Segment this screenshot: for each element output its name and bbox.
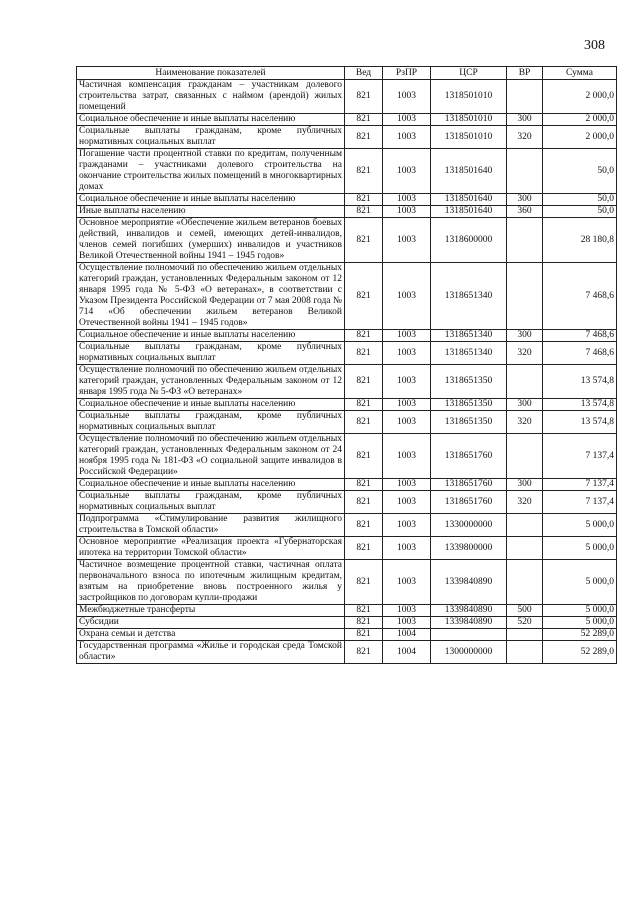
row-rzpr: 1003	[383, 514, 431, 537]
row-vr	[507, 514, 543, 537]
table-row	[77, 114, 617, 126]
row-rzpr: 1003	[383, 434, 431, 479]
row-rzpr: 1003	[383, 479, 431, 491]
row-rzpr: 1004	[383, 629, 431, 641]
row-sum: 7 137,4	[543, 491, 617, 514]
table-row	[77, 399, 617, 411]
table-row	[77, 560, 617, 605]
row-name: Социальные выплаты гражданам, кроме публичных нормативных социальных выплат	[77, 491, 345, 514]
row-ved: 821	[345, 629, 383, 641]
row-name: Основное мероприятие «Реализация проекта «Губернаторская ипотека на территории Томской области»	[77, 537, 345, 560]
table-row	[77, 617, 617, 629]
row-rzpr: 1003	[383, 194, 431, 206]
row-csr: 1339840890	[431, 605, 507, 617]
row-rzpr: 1003	[383, 263, 431, 330]
table-row	[77, 126, 617, 149]
row-csr: 1318651350	[431, 411, 507, 434]
table-row	[77, 629, 617, 641]
row-sum: 5 000,0	[543, 537, 617, 560]
row-name: Межбюджетные трансферты	[77, 605, 345, 617]
row-rzpr: 1003	[383, 560, 431, 605]
row-name: Осуществление полномочий по обеспечению жильем отдельных категорий граждан, установленных Федеральным законом от 12 января 1995 года № 5-ФЗ «О ветеранах»	[77, 365, 345, 399]
row-rzpr: 1003	[383, 330, 431, 342]
row-vr: 320	[507, 126, 543, 149]
row-sum: 5 000,0	[543, 617, 617, 629]
row-csr: 1318651350	[431, 399, 507, 411]
row-vr: 300	[507, 194, 543, 206]
row-name: Социальные выплаты гражданам, кроме публичных нормативных социальных выплат	[77, 126, 345, 149]
row-ved: 821	[345, 434, 383, 479]
table-row	[77, 491, 617, 514]
row-ved: 821	[345, 365, 383, 399]
row-name: Социальное обеспечение и иные выплаты населению	[77, 194, 345, 206]
row-csr: 1330000000	[431, 514, 507, 537]
row-csr: 1318501010	[431, 114, 507, 126]
row-sum: 7 137,4	[543, 434, 617, 479]
row-csr: 1318501640	[431, 194, 507, 206]
table-header-row	[77, 67, 617, 80]
row-sum: 13 574,8	[543, 411, 617, 434]
row-name: Погашение части процентной ставки по кредитам, полученным гражданами – участниками долевого строительства на окончание строительства жилых помещений в многоквартирных домах	[77, 149, 345, 194]
row-vr: 320	[507, 411, 543, 434]
row-sum: 2 000,0	[543, 126, 617, 149]
row-vr	[507, 149, 543, 194]
row-sum: 52 289,0	[543, 641, 617, 664]
row-ved: 821	[345, 560, 383, 605]
row-vr: 320	[507, 342, 543, 365]
row-ved: 821	[345, 411, 383, 434]
row-vr	[507, 263, 543, 330]
table-row	[77, 605, 617, 617]
table-row	[77, 330, 617, 342]
row-ved: 821	[345, 537, 383, 560]
row-vr: 300	[507, 399, 543, 411]
header-csr: ЦСР	[431, 67, 507, 80]
row-ved: 821	[345, 194, 383, 206]
row-sum: 5 000,0	[543, 560, 617, 605]
row-ved: 821	[345, 263, 383, 330]
row-vr: 300	[507, 330, 543, 342]
row-rzpr: 1003	[383, 537, 431, 560]
row-name: Основное мероприятие «Обеспечение жильем ветеранов боевых действий, инвалидов и семей, имеющих детей-инвалидов, членов семей погибших (умерших) инвалидов и участников Великой Отечественной войны 1941 – 1945 годов»	[77, 218, 345, 263]
row-sum: 7 468,6	[543, 330, 617, 342]
row-csr: 1318651760	[431, 491, 507, 514]
row-csr: 1318651760	[431, 434, 507, 479]
table-row	[77, 194, 617, 206]
row-ved: 821	[345, 330, 383, 342]
row-vr	[507, 434, 543, 479]
row-ved: 821	[345, 641, 383, 664]
header-ved: Вед	[345, 67, 383, 80]
table-row	[77, 80, 617, 114]
row-csr: 1318501640	[431, 149, 507, 194]
row-rzpr: 1003	[383, 491, 431, 514]
row-vr	[507, 560, 543, 605]
row-name: Подпрограмма «Стимулирование развития жилищного строительства в Томской области»	[77, 514, 345, 537]
row-rzpr: 1003	[383, 365, 431, 399]
row-csr	[431, 629, 507, 641]
row-sum: 7 468,6	[543, 342, 617, 365]
row-rzpr: 1003	[383, 206, 431, 218]
row-csr: 1318501640	[431, 206, 507, 218]
row-csr: 1339840890	[431, 617, 507, 629]
row-name: Социальное обеспечение и иные выплаты населению	[77, 330, 345, 342]
row-sum: 50,0	[543, 194, 617, 206]
row-rzpr: 1003	[383, 80, 431, 114]
row-vr	[507, 218, 543, 263]
row-name: Социальные выплаты гражданам, кроме публичных нормативных социальных выплат	[77, 342, 345, 365]
row-csr: 1318600000	[431, 218, 507, 263]
row-name: Социальное обеспечение и иные выплаты населению	[77, 399, 345, 411]
row-sum: 5 000,0	[543, 605, 617, 617]
row-sum: 13 574,8	[543, 399, 617, 411]
row-csr: 1318651350	[431, 365, 507, 399]
budget-table	[76, 66, 617, 664]
row-name: Социальное обеспечение и иные выплаты населению	[77, 479, 345, 491]
row-csr: 1318651760	[431, 479, 507, 491]
row-ved: 821	[345, 126, 383, 149]
row-ved: 821	[345, 514, 383, 537]
row-sum: 28 180,8	[543, 218, 617, 263]
row-ved: 821	[345, 605, 383, 617]
row-vr: 320	[507, 491, 543, 514]
header-sum: Сумма	[543, 67, 617, 80]
row-ved: 821	[345, 479, 383, 491]
row-ved: 821	[345, 342, 383, 365]
row-ved: 821	[345, 206, 383, 218]
row-csr: 1318651340	[431, 263, 507, 330]
row-sum: 52 289,0	[543, 629, 617, 641]
row-vr: 300	[507, 114, 543, 126]
row-csr: 1318501010	[431, 80, 507, 114]
row-name: Осуществление полномочий по обеспечению жильем отдельных категорий граждан, установленных Федеральным законом от 12 января 1995 года № 5-ФЗ «О ветеранах», в соответствии с Указом Президента Российской Федерации от 7 мая 2008 года № 714 «Об обеспечении жильем ветеранов Великой Отечественной войны 1941 – 1945 годов»	[77, 263, 345, 330]
row-rzpr: 1003	[383, 617, 431, 629]
row-rzpr: 1003	[383, 342, 431, 365]
row-ved: 821	[345, 399, 383, 411]
row-sum: 7 468,6	[543, 263, 617, 330]
row-name: Социальное обеспечение и иные выплаты населению	[77, 114, 345, 126]
row-sum: 50,0	[543, 206, 617, 218]
row-vr	[507, 629, 543, 641]
row-vr: 500	[507, 605, 543, 617]
row-ved: 821	[345, 218, 383, 263]
row-sum: 5 000,0	[543, 514, 617, 537]
row-sum: 2 000,0	[543, 114, 617, 126]
header-rzpr: РзПР	[383, 67, 431, 80]
row-rzpr: 1004	[383, 641, 431, 664]
row-vr	[507, 537, 543, 560]
row-ved: 821	[345, 80, 383, 114]
row-csr: 1339800000	[431, 537, 507, 560]
header-vr: ВР	[507, 67, 543, 80]
row-ved: 821	[345, 149, 383, 194]
row-rzpr: 1003	[383, 149, 431, 194]
table-row	[77, 218, 617, 263]
row-rzpr: 1003	[383, 605, 431, 617]
row-vr	[507, 365, 543, 399]
row-csr: 1300000000	[431, 641, 507, 664]
table-row	[77, 342, 617, 365]
row-sum: 13 574,8	[543, 365, 617, 399]
table-row	[77, 263, 617, 330]
table-row	[77, 641, 617, 664]
row-rzpr: 1003	[383, 411, 431, 434]
row-vr: 300	[507, 479, 543, 491]
table-row	[77, 365, 617, 399]
row-csr: 1318651340	[431, 342, 507, 365]
row-ved: 821	[345, 491, 383, 514]
row-ved: 821	[345, 617, 383, 629]
row-vr: 520	[507, 617, 543, 629]
row-csr: 1318501010	[431, 126, 507, 149]
row-rzpr: 1003	[383, 114, 431, 126]
row-rzpr: 1003	[383, 399, 431, 411]
table-row	[77, 149, 617, 194]
row-vr	[507, 641, 543, 664]
row-rzpr: 1003	[383, 126, 431, 149]
table-row	[77, 411, 617, 434]
row-sum: 50,0	[543, 149, 617, 194]
row-sum: 7 137,4	[543, 479, 617, 491]
row-name: Государственная программа «Жилье и городская среда Томской области»	[77, 641, 345, 664]
row-vr: 360	[507, 206, 543, 218]
row-name: Иные выплаты населению	[77, 206, 345, 218]
table-row	[77, 434, 617, 479]
table-row	[77, 206, 617, 218]
row-name: Частичная компенсация гражданам – участникам долевого строительства затрат, связанных с наймом (арендой) жилых помещений	[77, 80, 345, 114]
table-row	[77, 514, 617, 537]
header-name: Наименование показателей	[77, 67, 345, 80]
row-vr	[507, 80, 543, 114]
row-name: Частичное возмещение процентной ставки, частичная оплата первоначального взноса по ипотечным жилищным кредитам, взятым на приобретение вновь построенного жилья у застройщиков по договорам купли-продажи	[77, 560, 345, 605]
row-csr: 1318651340	[431, 330, 507, 342]
row-ved: 821	[345, 114, 383, 126]
row-csr: 1339840890	[431, 560, 507, 605]
row-rzpr: 1003	[383, 218, 431, 263]
table-row	[77, 537, 617, 560]
row-sum: 2 000,0	[543, 80, 617, 114]
row-name: Субсидии	[77, 617, 345, 629]
page-number: 308	[584, 38, 605, 53]
row-name: Социальные выплаты гражданам, кроме публичных нормативных социальных выплат	[77, 411, 345, 434]
table-row	[77, 479, 617, 491]
row-name: Охрана семьи и детства	[77, 629, 345, 641]
row-name: Осуществление полномочий по обеспечению жильем отдельных категорий граждан, установленных Федеральным законом от 24 ноября 1995 года № 181-ФЗ «О социальной защите инвалидов в Российской Федерации»	[77, 434, 345, 479]
